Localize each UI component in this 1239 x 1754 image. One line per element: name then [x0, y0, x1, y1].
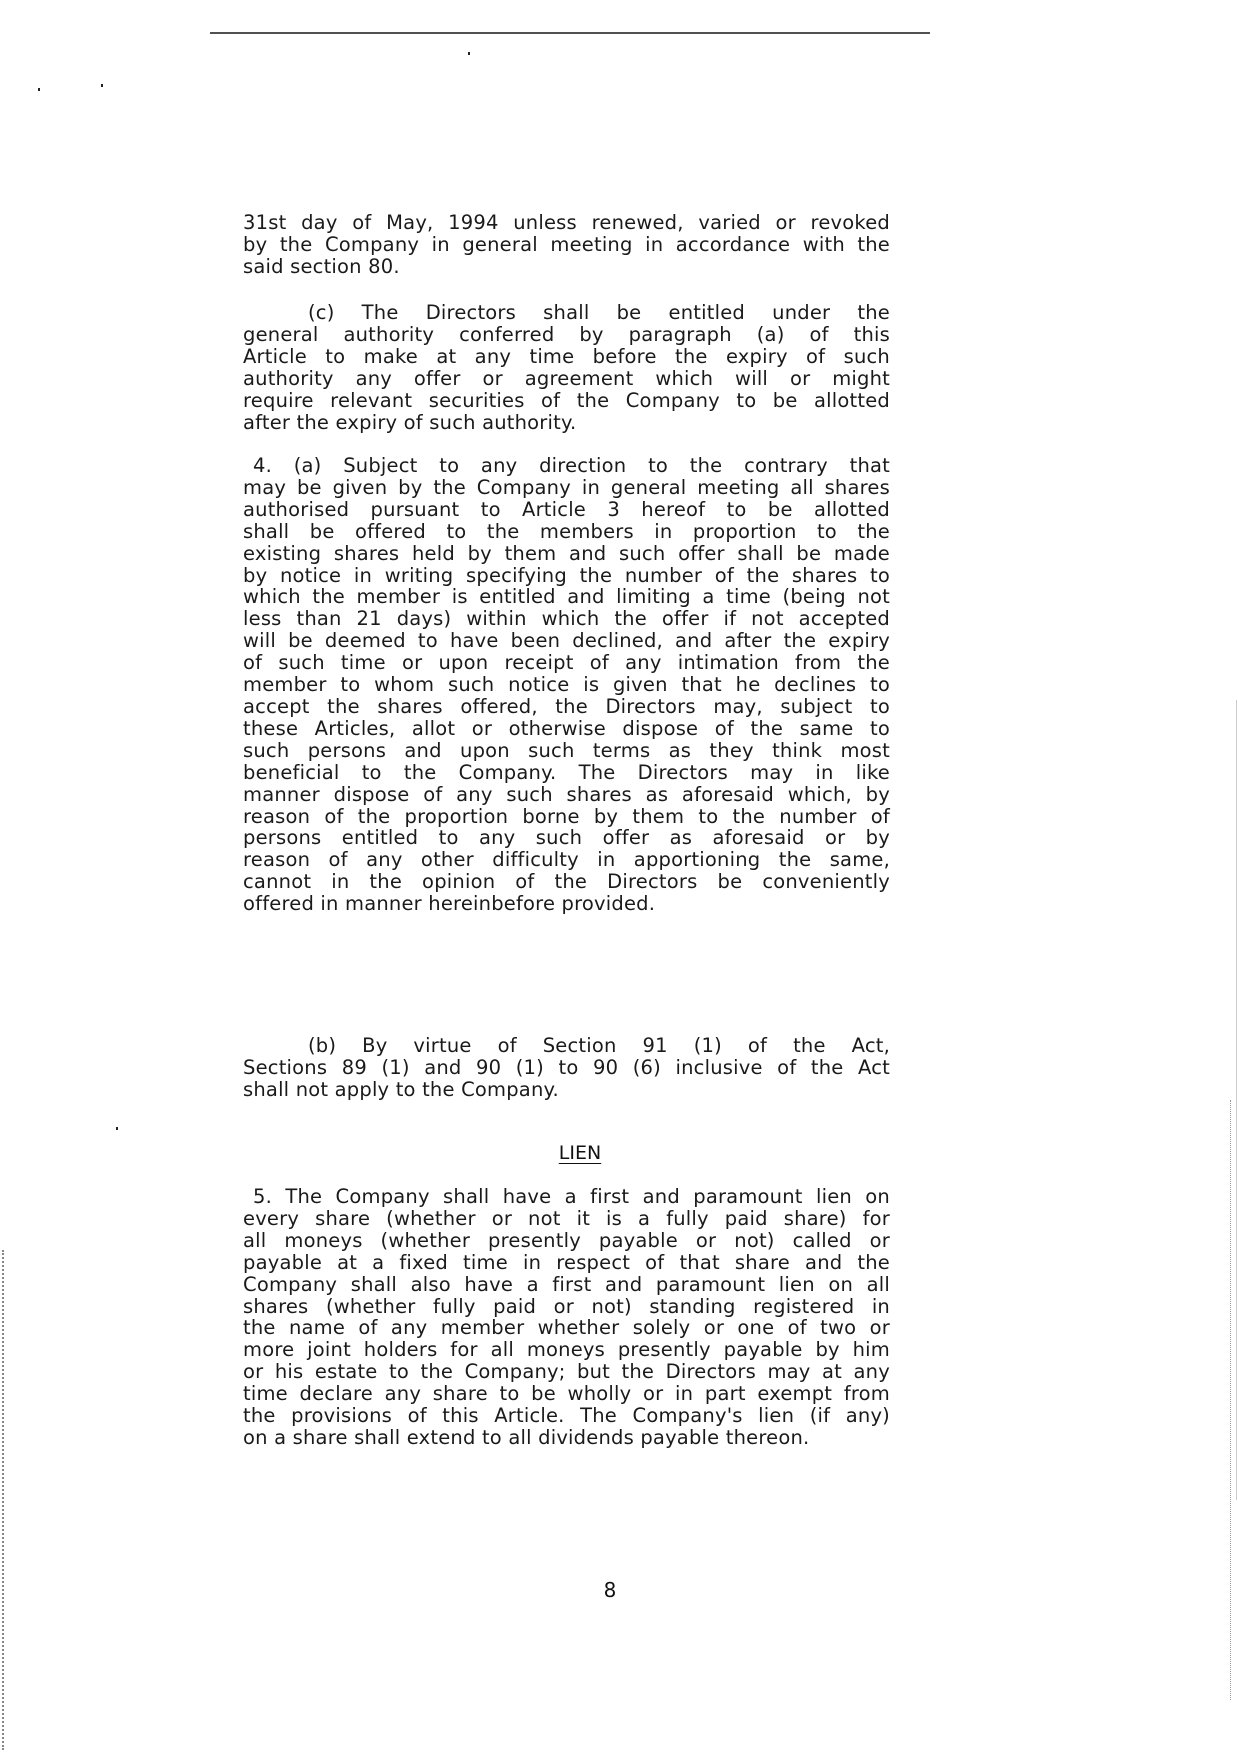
text-line: Company shall also have a first and paramount lien on all — [243, 1272, 890, 1296]
text-line: member to whom such notice is given that he declines to — [243, 673, 890, 697]
text-line: offered in manner hereinbefore provided. — [243, 892, 656, 916]
text-line: less than 21 days) within which the offer if not accepted — [243, 607, 890, 631]
text-line: payable at a fixed time in respect of that share and the — [243, 1250, 890, 1274]
scan-speck — [116, 1127, 118, 1130]
text-line: beneficial to the Company. The Directors may in like — [243, 760, 890, 784]
text-line: said section 80. — [243, 254, 400, 278]
text-line: 5. The Company shall have a first and paramount lien on — [253, 1185, 890, 1208]
heading-text: LIEN — [558, 1142, 602, 1164]
text-line: may be given by the Company in general meeting all shares — [243, 475, 890, 499]
text-line: general authority conferred by paragraph (a) of this — [243, 322, 890, 346]
text-line: persons entitled to any such offer as aforesaid or by — [243, 826, 890, 850]
paragraph-5 — [243, 1186, 890, 1449]
paragraph-4a — [243, 455, 890, 915]
section-heading-lien — [500, 1142, 660, 1164]
page-number: 8 — [603, 1578, 617, 1602]
text-line: reason of the proportion borne by them to the number of — [243, 804, 890, 828]
text-line: cannot in the opinion of the Directors be conveniently — [243, 870, 890, 894]
text-line: authorised pursuant to Article 3 hereof to be allotted — [243, 497, 890, 521]
text-line: or his estate to the Company; but the Directors may at any — [243, 1360, 890, 1384]
scan-speck — [101, 84, 103, 87]
text-line: on a share shall extend to all dividends payable thereon. — [243, 1425, 810, 1449]
text-line: manner dispose of any such shares as aforesaid which, by — [243, 782, 890, 806]
text-line: Article to make at any time before the expiry of such — [243, 344, 890, 368]
text-line: shall be offered to the members in proportion to the — [243, 519, 890, 543]
scan-speck — [38, 88, 40, 91]
scan-speck — [468, 52, 470, 55]
text-line: the provisions of this Article. The Company's lien (if any) — [243, 1404, 890, 1428]
text-line: shall not apply to the Company. — [243, 1077, 559, 1101]
text-line: 31st day of May, 1994 unless renewed, varied or revoked — [243, 211, 890, 234]
text-line: authority any offer or agreement which will or might — [243, 366, 890, 390]
text-line: shares (whether fully paid or not) standing registered in — [243, 1294, 890, 1318]
text-line: accept the shares offered, the Directors may, subject to — [243, 694, 890, 718]
text-line: every share (whether or not it is a fully paid share) for — [243, 1206, 890, 1230]
scan-edge-right — [1229, 1100, 1231, 1700]
text-line: time declare any share to be wholly or in part exempt from — [243, 1382, 890, 1406]
text-line: require relevant securities of the Company to be allotted — [243, 388, 890, 412]
text-line: these Articles, allot or otherwise dispose of the same to — [243, 716, 890, 740]
text-line: Sections 89 (1) and 90 (1) to 90 (6) inclusive of the Act — [243, 1055, 890, 1079]
top-rule — [210, 32, 930, 34]
text-line: 4. (a) Subject to any direction to the contrary that — [253, 454, 890, 477]
text-line: will be deemed to have been declined, and after the expiry — [243, 629, 890, 653]
text-line: the name of any member whether solely or one of two or — [243, 1316, 890, 1340]
paragraph-3c — [243, 302, 890, 433]
text-line: (b) By virtue of Section 91 (1) of the Act, — [308, 1034, 890, 1057]
text-line: of such time or upon receipt of any intimation from the — [243, 651, 890, 675]
scan-edge-left — [2, 1250, 7, 1750]
text-line: by notice in writing specifying the number of the shares to — [243, 563, 890, 587]
text-line: after the expiry of such authority. — [243, 410, 577, 434]
text-line: reason of any other difficulty in apportioning the same, — [243, 848, 890, 872]
text-line: more joint holders for all moneys presently payable by him — [243, 1338, 890, 1362]
scan-edge-right-outer — [1235, 700, 1237, 1500]
text-line: such persons and upon such terms as they think most — [243, 738, 890, 762]
paragraph-continuation — [243, 212, 890, 278]
text-line: (c) The Directors shall be entitled under the — [308, 301, 890, 324]
text-line: all moneys (whether presently payable or not) called or — [243, 1228, 890, 1252]
text-line: existing shares held by them and such offer shall be made — [243, 541, 890, 565]
text-line: which the member is entitled and limiting a time (being not — [243, 585, 890, 609]
paragraph-4b — [243, 1035, 890, 1101]
text-line: by the Company in general meeting in accordance with the — [243, 232, 890, 256]
